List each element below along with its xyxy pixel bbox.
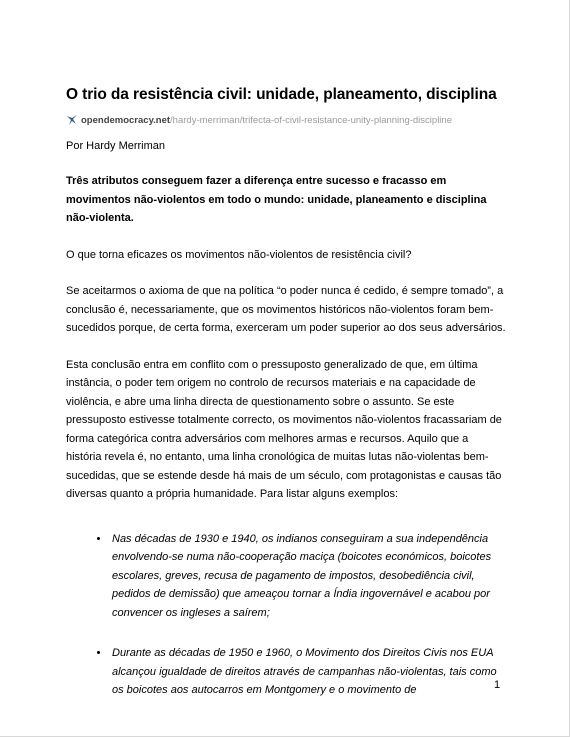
paragraph: Se aceitarmos o axioma de que na política “o poder nunca é cedido, é sempre tomado”, a conclusão é, necessariamente, que os movimentos históricos não-violentos foram bem-sucedidos porque, de certa forma, exerceram um poder superior ao dos seus adversários. — [66, 285, 506, 334]
source-domain: opendemocracy.net — [81, 114, 171, 126]
source-link[interactable] — [66, 114, 506, 126]
page-number: 1 — [494, 679, 501, 691]
article-body — [66, 86, 506, 722]
opendemocracy-logo-icon — [66, 114, 78, 126]
lead-paragraph: Três atributos conseguem fazer a diferença entre sucesso e fracasso em movimentos não-violentos em todo o mundo: unidade, planeamento e disciplina não-violenta. — [66, 175, 487, 224]
list-item: • Durante as décadas de 1950 e 1960, o Movimento dos Direitos Civis nos EUA alcançou igualdade de direitos através de campanhas não-violentas, tais como os boicotes aos autocarros em Montgomery e o movimento de — [110, 644, 506, 700]
list-item: • Nas décadas de 1930 e 1940, os indianos conseguiram a sua independência envolvendo-se numa não-cooperação maciça (boicotes económicos, boicotes escolares, greves, recusa de pagamento de impostos, desobediência civil, pedidos de demissão) que ameaçou tornar a Índia ingovernável e acabou por convencer os ingleses a saírem; — [110, 530, 506, 623]
author-byline: Por Hardy Merriman — [66, 140, 166, 152]
source-path: /hardy-merriman/trifecta-of-civil-resistance-unity-planning-discipline — [170, 114, 452, 126]
article-title: O trio da resistência civil: unidade, planeamento, disciplina — [66, 86, 497, 103]
examples-list — [66, 530, 506, 700]
paragraph: Esta conclusão entra em conflito com o pressuposto generalizado de que, em última instância, o poder tem origem no controlo de recursos materiais e na capacidade de violência, e abre uma linha directa de questionamento sobre o assunto. Se este pressuposto estivesse totalmente correcto, os movimentos não-violentos fracassariam de forma categórica contra adversários com melhores armas e recursos. Aquilo que a história revela é, no entanto, uma linha cronológica de muitas lutas não-violentas bem-sucedidas, que se estende desde há mais de um século, com protagonistas e causas tão diversas quanto a própria humanidade. Para listar alguns exemplos: — [66, 358, 502, 500]
paragraph: O que torna eficazes os movimentos não-violentos de resistência civil? — [66, 248, 412, 261]
